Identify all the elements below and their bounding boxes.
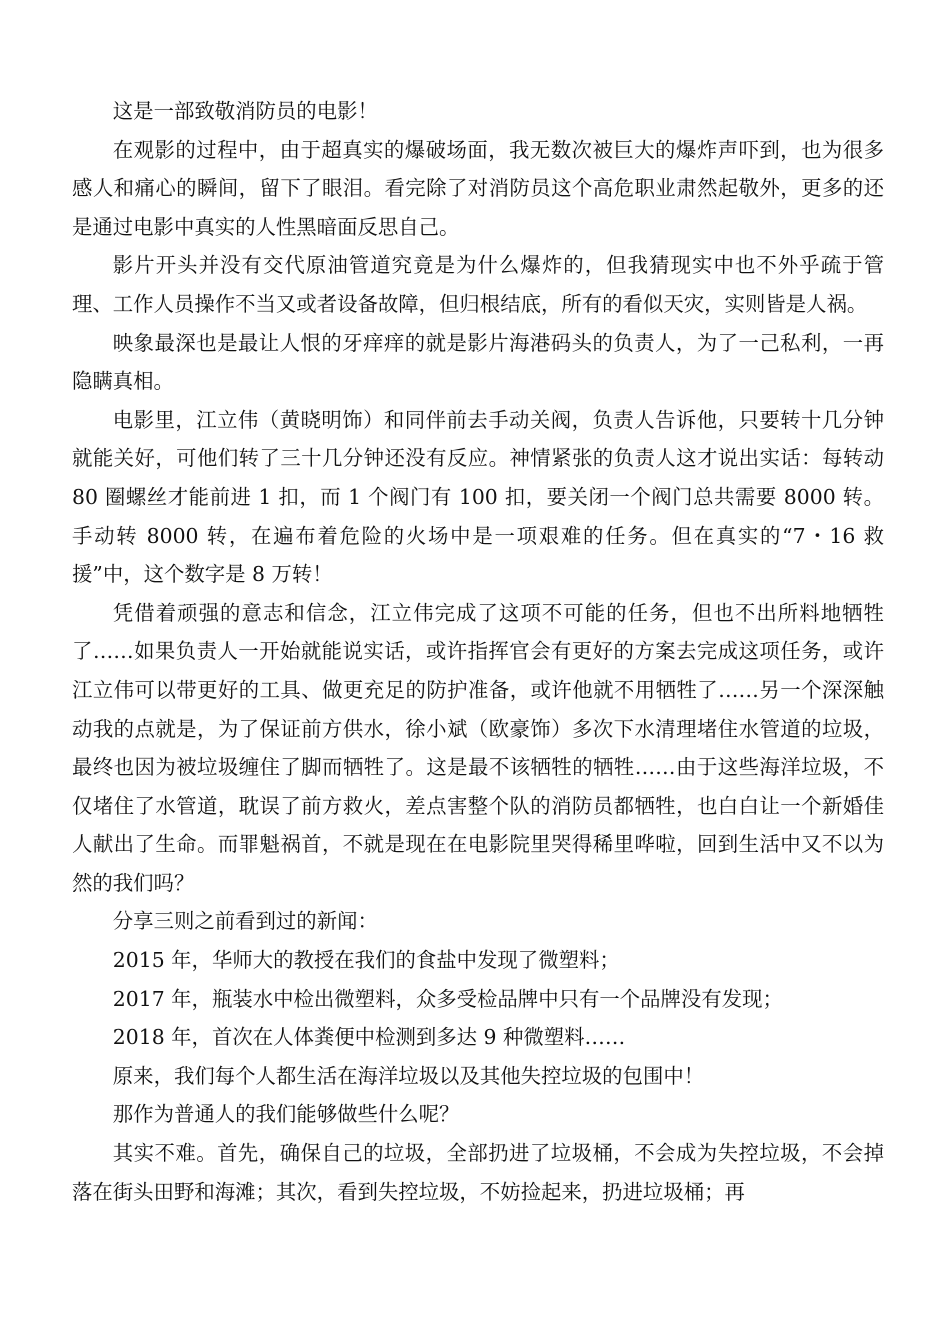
paragraph-6: 凭借着顽强的意志和信念，江立伟完成了这项不可能的任务，但也不出所料地牺牲了……如果负责人一开始就能说实话，或许指挥官会有更好的方案去完成这项任务，或许江立伟可以带更好的工具、做更充足的防护准备，或许他就不用牺牲了……另一个深深触动我的点就是，为了保证前方供水，徐小斌（欧豪饰）多次下水清理堵住水管道的垃圾，最终也因为被垃圾缠住了脚而牺牲了。这是最不该牺牲的牺牲……由于这些海洋垃圾，不仅堵住了水管道，耽误了前方救火，差点害整个队的消防员都牺牲，也白白让一个新婚佳人献出了生命。而罪魁祸首，不就是现在在电影院里哭得稀里哗啦，回到生活中又不以为然的我们吗？ [72, 600, 884, 895]
paragraph-4: 映象最深也是最让人恨的牙痒痒的就是影片海港码头的负责人，为了一己私利，一再隐瞒真相。 [72, 330, 884, 394]
paragraph-7: 分享三则之前看到过的新闻： [112, 909, 378, 934]
paragraph-11: 原来，我们每个人都生活在海洋垃圾以及其他失控垃圾的包围中！ [112, 1063, 705, 1088]
paragraph-12: 那作为普通人的我们能够做些什么呢？ [112, 1102, 460, 1127]
document-body [72, 92, 884, 1211]
paragraph-5: 电影里，江立伟（黄晓明饰）和同伴前去手动关阀，负责人告诉他，只要转十几分钟就能关好，可他们转了三十几分钟还没有反应。神情紧张的负责人这才说出实话：每转动 80 圈螺丝才能前进 1 扣，而 1 个阀门有 100 扣，要关闭一个阀门总共需要 8000 转。手动转 8000 转，在遍布着危险的火场中是一项艰难的任务。但在真实的“7・16 救援”中，这个数字是 8 万转！ [72, 407, 884, 587]
paragraph-3: 影片开头并没有交代原油管道究竟是为什么爆炸的，但我猜现实中也不外乎疏于管理、工作人员操作不当又或者设备故障，但归根结底，所有的看似天灾，实则皆是人祸。 [72, 253, 884, 316]
paragraph-9: 2017 年，瓶装水中检出微塑料，众多受检品牌中只有一个品牌没有发现； [112, 986, 783, 1011]
paragraph-10: 2018 年，首次在人体粪便中检测到多达 9 种微塑料…… [112, 1025, 626, 1050]
paragraph-13: 其实不难。首先，确保自己的垃圾，全部扔进了垃圾桶，不会成为失控垃圾，不会掉落在街头田野和海滩；其次，看到失控垃圾，不妨捡起来，扔进垃圾桶；再 [72, 1141, 884, 1204]
paragraph-2: 在观影的过程中，由于超真实的爆破场面，我无数次被巨大的爆炸声吓到，也为很多感人和痛心的瞬间，留下了眼泪。看完除了对消防员这个高危职业肃然起敬外，更多的还是通过电影中真实的人性黑暗面反思自己。 [72, 137, 884, 239]
paragraph-1: 这是一部致敬消防员的电影！ [112, 99, 378, 123]
paragraph-8: 2015 年，华师大的教授在我们的食盐中发现了微塑料； [112, 948, 620, 973]
